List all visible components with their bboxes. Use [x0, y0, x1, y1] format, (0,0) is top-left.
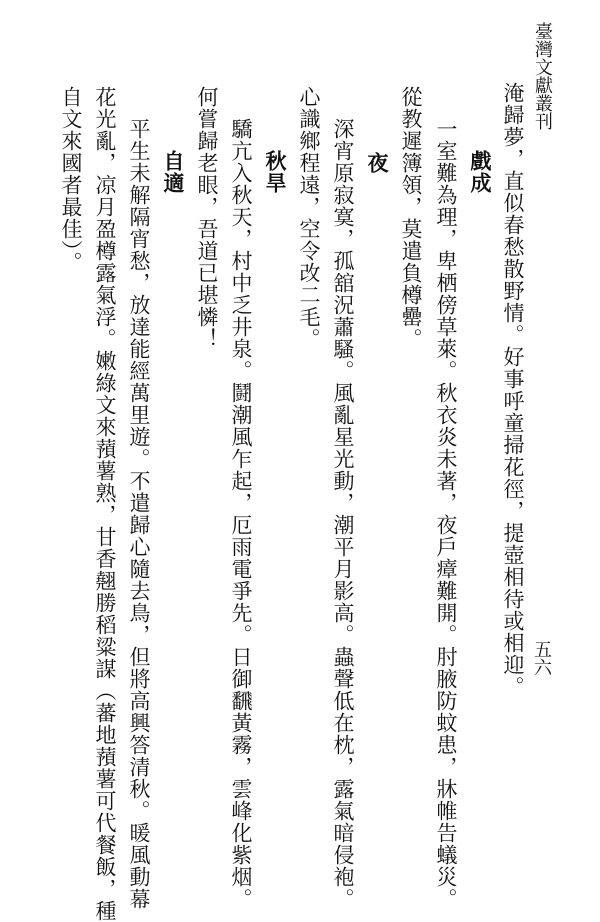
- page-number: 五六: [531, 640, 552, 676]
- text-column: 從教遲簿領，莫遣負樽罍。: [399, 86, 423, 350]
- text-column: 何嘗歸老眼，吾道已堪憐！: [195, 86, 219, 350]
- text-column: 平生未解隔宵愁，放達能經萬里遊。不遣歸心隨去鳥，但將高興答清秋。暖風動幕: [127, 118, 151, 910]
- text-column: 自文來國者最佳）。: [59, 86, 83, 274]
- poem-title: 自適: [161, 150, 186, 194]
- text-column: 心識鄉程遠，空令改二毛。: [297, 86, 321, 350]
- poem-title: 戲成: [468, 150, 493, 194]
- series-title: 臺灣文獻叢刊: [532, 22, 553, 130]
- text-column: 驕亢入秋天，村中乏井泉。鬪潮風乍起，厄雨電爭先。日御飜黃霧，雲峰化紫烟。: [229, 118, 253, 910]
- poem-title: 秋旱: [263, 150, 288, 194]
- poem-title: 夜: [365, 152, 390, 174]
- text-column: 花光亂，凉月盈樽露氣浮。嫩綠文來蕷薯熟，甘香翹勝稻粱謀（蕃地蕷薯可代餐飯，種: [93, 86, 117, 922]
- text-column: 深宵原寂寞，孤舘況蕭騷。風亂星光動，潮平月影高。蟲聲低在枕，露氣暗侵袍。: [331, 118, 355, 910]
- text-column: 淹歸夢，直似春愁散野情。好事呼童掃花徑，提壺相待或相迎。: [501, 82, 525, 698]
- text-column: 一室難為理，卑栖傍草萊。秋衣炎未著，夜戶瘴難開。肘腋防蚊患，牀帷告蟻災。: [434, 118, 458, 910]
